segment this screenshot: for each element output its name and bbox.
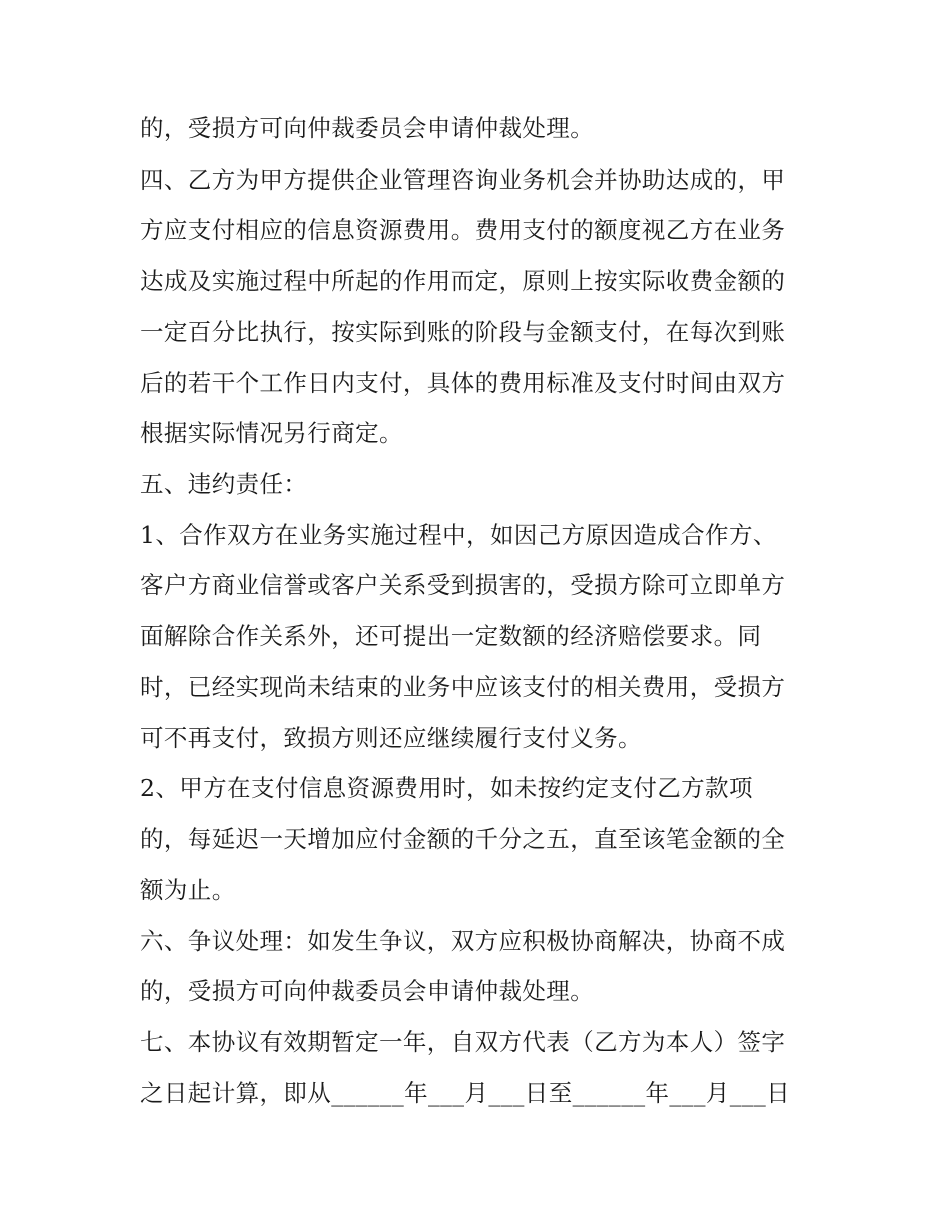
text-line: 的，受损方可向仲裁委员会申请仲裁处理。: [140, 114, 595, 142]
text-line: 的，受损方可向仲裁委员会申请仲裁处理。: [140, 977, 595, 1005]
text-line: 七、本协议有效期暂定一年，自双方代表（乙方为本人）签字: [140, 1028, 786, 1056]
text-line: 之日起计算，即从______年___月___日至______年___月___日: [140, 1079, 791, 1107]
text-line: 客户方商业信誉或客户关系受到损害的，受损方除可立即单方: [140, 571, 786, 599]
text-line: 六、争议处理：如发生争议，双方应积极协商解决，协商不成: [140, 927, 786, 955]
text-line: 可不再支付，致损方则还应继续履行支付义务。: [140, 724, 642, 752]
text-line: 后的若干个工作日内支付，具体的费用标准及支付时间由双方: [140, 369, 786, 397]
text-line: 1、合作双方在业务实施过程中，如因己方原因造成合作方、: [140, 521, 777, 549]
text-line: 达成及实施过程中所起的作用而定，原则上按实际收费金额的: [140, 267, 786, 295]
section-heading: 五、违约责任：: [140, 470, 308, 498]
text-line: 的，每延迟一天增加应付金额的千分之五，直至该笔金额的全: [140, 825, 786, 853]
text-line: 时，已经实现尚未结束的业务中应该支付的相关费用，受损方: [140, 673, 786, 701]
text-line: 四、乙方为甲方提供企业管理咨询业务机会并协助达成的，甲: [140, 166, 786, 194]
text-line: 面解除合作关系外，还可提出一定数额的经济赔偿要求。同: [140, 622, 762, 650]
text-line: 额为止。: [140, 876, 236, 904]
text-line: 根据实际情况另行商定。: [140, 419, 403, 447]
text-line: 一定百分比执行，按实际到账的阶段与金额支付，在每次到账: [140, 318, 786, 346]
text-line: 方应支付相应的信息资源费用。费用支付的额度视乙方在业务: [140, 216, 786, 244]
text-line: 2、甲方在支付信息资源费用时，如未按约定支付乙方款项: [140, 774, 753, 802]
